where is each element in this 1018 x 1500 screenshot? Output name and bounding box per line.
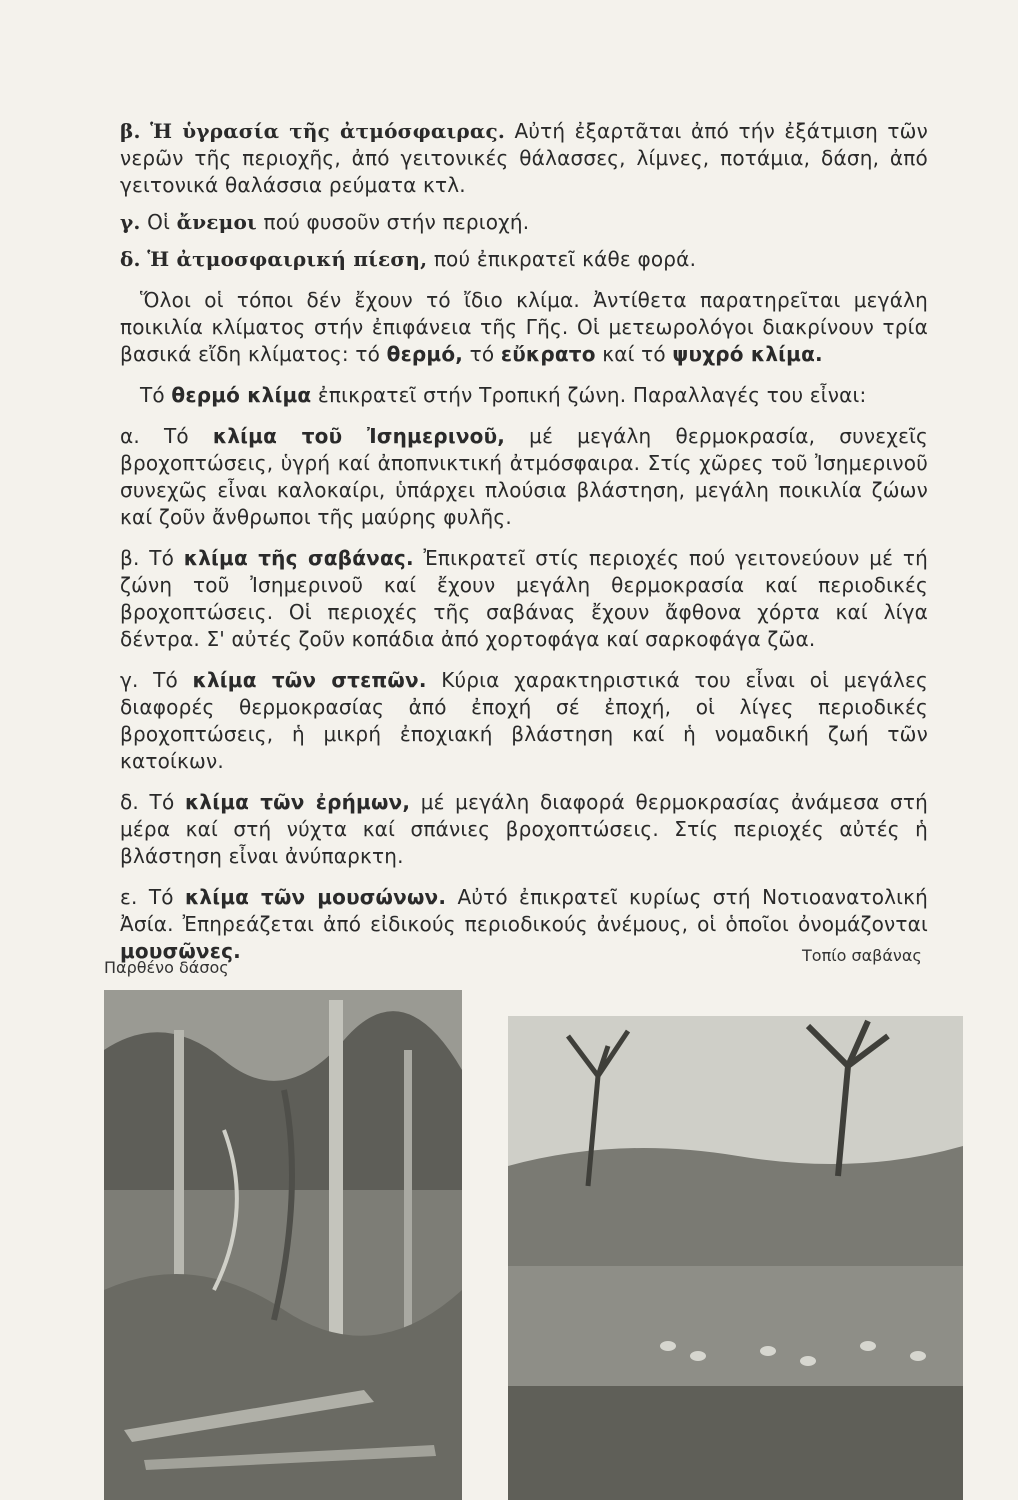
keyword-monsoon: κλίμα τῶν μουσώνων. [184, 885, 447, 909]
paragraph-text: καί τό [602, 342, 666, 366]
photo-savanna-landscape [508, 1016, 963, 1500]
term-humidity: Ἡ ὑγρασία τῆς ἀτμόσφαιρας. [150, 119, 506, 143]
item-label: α. Τό [120, 424, 189, 448]
item-label: γ. [120, 210, 141, 234]
paragraph-hot-climate [120, 382, 928, 409]
keyword-desert: κλίμα τῶν ἐρήμων, [184, 790, 411, 814]
keyword-hot: θερμό, [386, 342, 464, 366]
keyword-equatorial: κλίμα τοῦ Ἰσημερινοῦ, [212, 424, 506, 448]
item-label: β. Τό [120, 546, 175, 570]
paragraph-text: Ἐπικρατεῖ στίς περιοχές πού γειτονεύουν μέ τή ζώνη τοῦ Ἰσημερινοῦ καί ἔχουν μεγάλη θερμοκρασία καί περιοδικές βροχοπτώσεις. Οἱ περιοχές τῆς σαβάνας ἔχουν ἄφθονα χόρτα καί λίγα δέντρα. Σ' αὐτές ζοῦν κοπάδια ἀπό χορτοφάγα καί σαρκοφάγα ζῶα. [120, 546, 928, 651]
caption-savanna-landscape: Τοπίο σαβάνας [802, 946, 922, 965]
paragraph-text: Κύρια χαρακτηριστικά του εἶναι οἱ μεγάλες διαφορές θερμοκρασίας ἀπό ἐποχή σέ ἐποχή, οἱ λίγες περιοδικές βροχοπτώσεις, ἡ μικρή ἐποχιακή βλάστηση καί ἡ νομαδική ζωή τῶν κατοίκων. [120, 668, 928, 773]
paragraph-savanna [120, 545, 928, 653]
paragraph-text: πού φυσοῦν στήν περιοχή. [263, 210, 530, 234]
paragraph-equatorial [120, 423, 928, 531]
paragraph-text: ἐπικρατεῖ στήν Τροπική ζώνη. Παραλλαγές του εἶναι: [317, 383, 867, 407]
item-label: ε. Τό [120, 885, 174, 909]
forest-illustration [104, 990, 462, 1500]
paragraph-text: μέ μεγάλη διαφορά θερμοκρασίας ἀνάμεσα στή μέρα καί στή νύχτα καί σπάνιες βροχοπτώσεις. Στίς περιοχές αὐτές ἡ βλάστηση εἶναι ἀνύπαρκτη. [120, 790, 928, 868]
paragraph-text: Ὅλοι οἱ τόποι δέν ἔχουν τό ἴδιο κλίμα. Ἀντίθετα παρατηρεῖται μεγάλη ποικιλία κλίματος στήν ἐπιφάνεια τῆς Γῆς. Οἱ μετεωρολόγοι διακρίνουν τρία βασικά εἴδη κλίματος: τό [120, 288, 928, 366]
keyword-steppe: κλίμα τῶν στεπῶν. [192, 668, 427, 692]
item-label: γ. Τό [120, 668, 178, 692]
item-label: β. [120, 119, 141, 143]
item-label: δ. Τό [120, 790, 175, 814]
paragraph-text: Αὐτή ἐξαρτᾶται ἀπό τήν ἐξάτμιση τῶν νερῶν τῆς περιοχῆς, ἀπό γειτονικές θάλασσες, λίμνες, ποτάμια, δάση, ἀπό γειτονικά θαλάσσια ρεύματα κτλ. [120, 119, 928, 197]
keyword-cold: ψυχρό κλίμα. [672, 342, 823, 366]
savanna-illustration [508, 1016, 963, 1500]
paragraph-climate-intro [120, 287, 928, 368]
paragraph-steppe [120, 667, 928, 775]
keyword-hot-climate: θερμό κλίμα [171, 383, 312, 407]
keyword-temperate: εὔκρατο [500, 342, 596, 366]
term-pressure: Ἡ ἀτμοσφαιρική πίεση, [147, 247, 428, 271]
keyword-monsoons: μουσῶνες. [120, 939, 241, 963]
caption-virgin-forest: Παρθένο δάσος [104, 958, 229, 977]
paragraph-text: τό [469, 342, 495, 366]
photo-virgin-forest [104, 990, 462, 1500]
paragraph-desert [120, 789, 928, 870]
keyword-savanna: κλίμα τῆς σαβάνας. [183, 546, 414, 570]
body-text [120, 118, 928, 979]
paragraph-text: πού ἐπικρατεῖ κάθε φορά. [433, 247, 697, 271]
paragraph-humidity [120, 118, 928, 199]
term-winds: ἄνεμοι [176, 210, 257, 234]
item-label: δ. [120, 247, 141, 271]
paragraph-text: Τό [140, 383, 165, 407]
paragraph-pressure [120, 246, 928, 273]
paragraph-winds [120, 209, 928, 236]
paragraph-text: μέ μεγάλη θερμοκρασία, συνεχεῖς βροχοπτώσεις, ὑγρή καί ἀποπνικτική ἀτμόσφαιρα. Στίς χῶρες τοῦ Ἰσημερινοῦ συνεχῶς εἶναι καλοκαίρι, ὑπάρχει πλούσια βλάστηση, μεγάλη ποικιλία ζώων καί ζοῦν ἄνθρωποι τῆς μαύρης φυλῆς. [120, 424, 928, 529]
paragraph-text: Οἱ [147, 210, 171, 234]
paragraph-text: Αὐτό ἐπικρατεῖ κυρίως στή Νοτιοανατολική Ἀσία. Ἐπηρεάζεται ἀπό εἰδικούς περιοδικούς ἀνέμους, οἱ ὁποῖοι ὀνομάζονται [120, 885, 928, 936]
